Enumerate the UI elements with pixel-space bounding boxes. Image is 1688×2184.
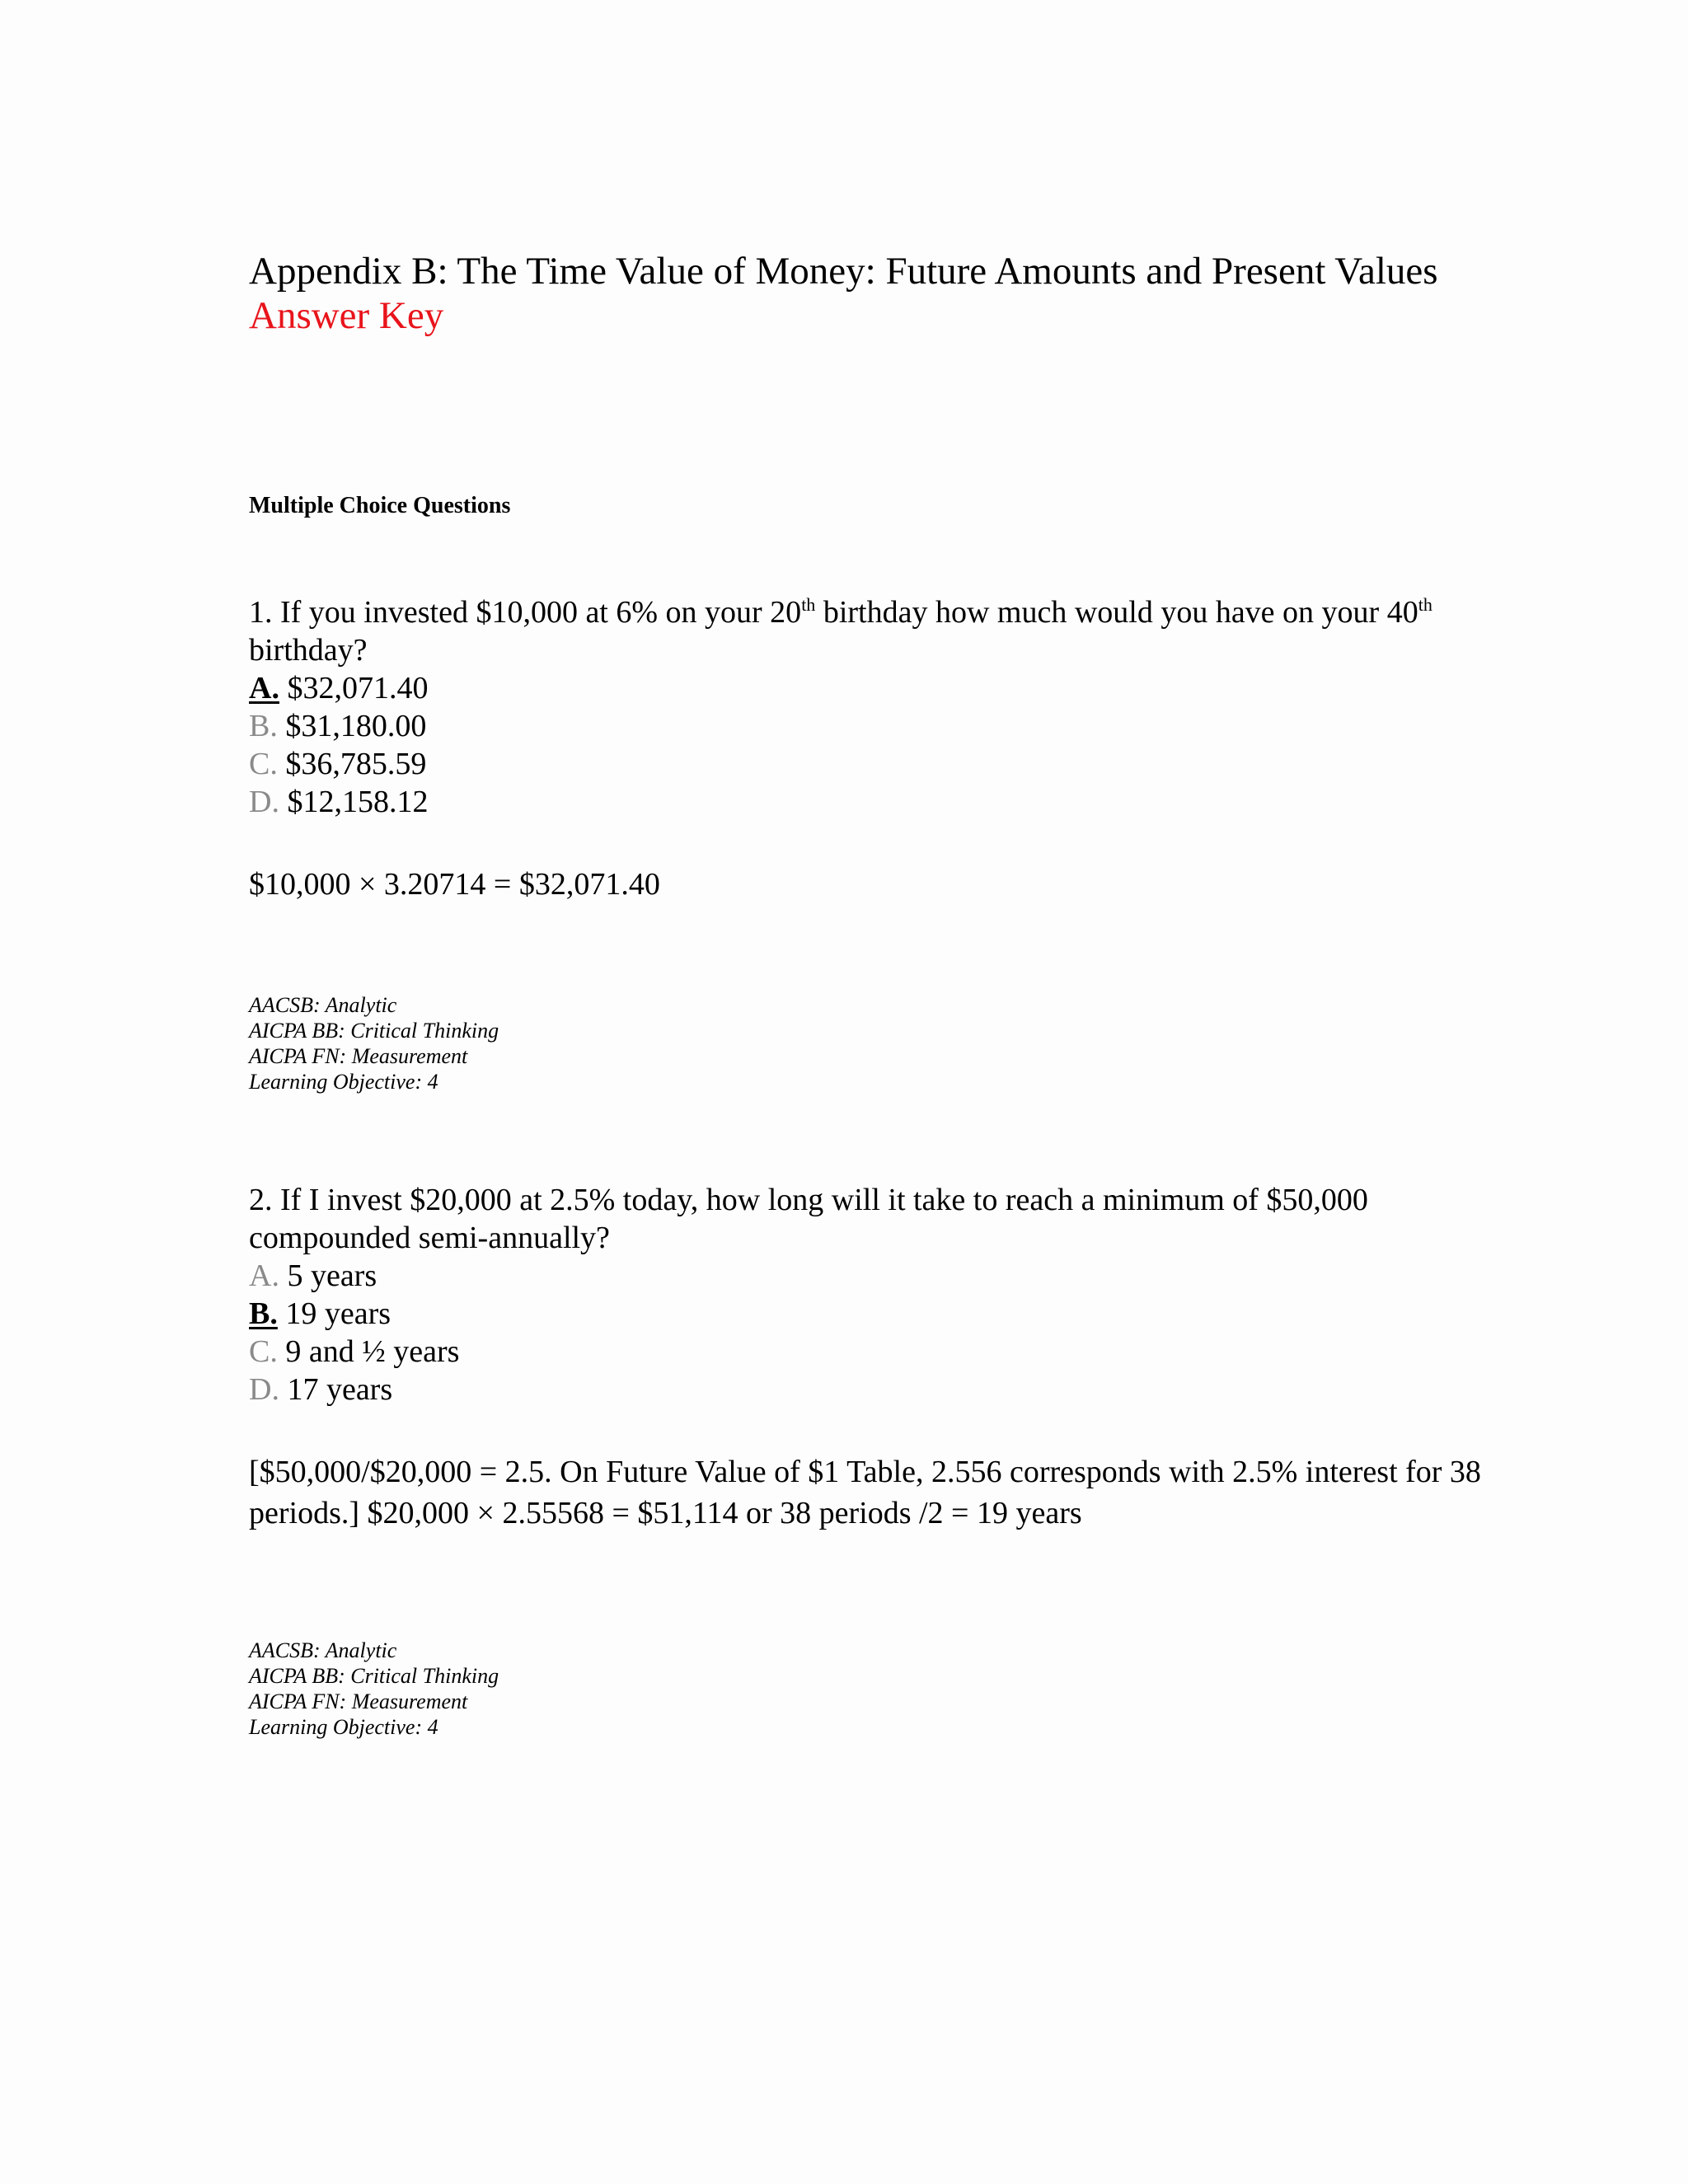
- ordinal-suffix: th: [1418, 594, 1432, 615]
- stem-text: birthday how much would you have on your 40: [815, 595, 1418, 630]
- option-letter: B.: [249, 1296, 278, 1331]
- option-letter: D.: [249, 1372, 279, 1407]
- option-letter: C.: [249, 1334, 278, 1369]
- option-text: 17 years: [279, 1372, 393, 1407]
- tag-learning-objective: Learning Objective: 4: [249, 1715, 438, 1739]
- tag-aacsb: AACSB: Analytic: [249, 1638, 397, 1662]
- option-a[interactable]: [249, 1257, 1502, 1295]
- question-2: [249, 1181, 1502, 1740]
- option-b[interactable]: [249, 1295, 1502, 1333]
- tag-aicpa-bb: AICPA BB: Critical Thinking: [249, 1019, 499, 1043]
- page-title: [249, 249, 1535, 338]
- answer-options: [249, 1257, 1502, 1408]
- option-text: $32,071.40: [279, 671, 429, 705]
- option-letter: A.: [249, 1258, 279, 1293]
- ordinal-suffix: th: [801, 594, 816, 615]
- option-letter: C.: [249, 747, 278, 781]
- tag-learning-objective: Learning Objective: 4: [249, 1070, 438, 1094]
- option-text: $31,180.00: [277, 709, 427, 743]
- option-d[interactable]: [249, 783, 1502, 821]
- tag-aacsb: AACSB: Analytic: [249, 993, 397, 1017]
- stem-text: 1. If you invested $10,000 at 6% on your 20: [249, 595, 802, 630]
- section-heading: Multiple Choice Questions: [249, 493, 511, 518]
- option-d[interactable]: [249, 1371, 1502, 1408]
- option-c[interactable]: [249, 745, 1502, 783]
- option-a[interactable]: [249, 669, 1502, 707]
- answer-explanation: $10,000 × 3.20714 = $32,071.40: [249, 867, 660, 902]
- answer-explanation: [$50,000/$20,000 = 2.5. On Future Value of $1 Table, 2.556 corresponds with 2.5% interest for 38 periods.] $20,000 × 2.55568 = $51,114 or 38 periods /2 = 19 years: [249, 1455, 1481, 1530]
- option-text: 19 years: [277, 1296, 392, 1331]
- option-letter: D.: [249, 785, 279, 819]
- question-tags: [249, 1638, 1502, 1740]
- tag-aicpa-fn: AICPA FN: Measurement: [249, 1690, 468, 1713]
- tag-aicpa-fn: AICPA FN: Measurement: [249, 1044, 468, 1068]
- question-1: [249, 593, 1502, 1094]
- title-main: Appendix B: The Time Value of Money: Future Amounts and Present Values: [249, 250, 1438, 293]
- option-letter: B.: [249, 709, 278, 743]
- option-b[interactable]: [249, 707, 1502, 745]
- question-stem: [249, 593, 1502, 669]
- question-tags: [249, 992, 1502, 1094]
- question-stem: 2. If I invest $20,000 at 2.5% today, how long will it take to reach a minimum of $50,000 compounded semi-annually?: [249, 1183, 1368, 1255]
- option-text: 5 years: [279, 1258, 377, 1293]
- option-c[interactable]: [249, 1333, 1502, 1371]
- option-letter: A.: [249, 671, 279, 705]
- stem-text: birthday?: [249, 633, 368, 668]
- option-text: 9 and ½ years: [277, 1334, 460, 1369]
- option-text: $36,785.59: [277, 747, 427, 781]
- tag-aicpa-bb: AICPA BB: Critical Thinking: [249, 1664, 499, 1688]
- answer-options: [249, 669, 1502, 821]
- answer-key-label: Answer Key: [249, 294, 444, 337]
- option-text: $12,158.12: [279, 785, 429, 819]
